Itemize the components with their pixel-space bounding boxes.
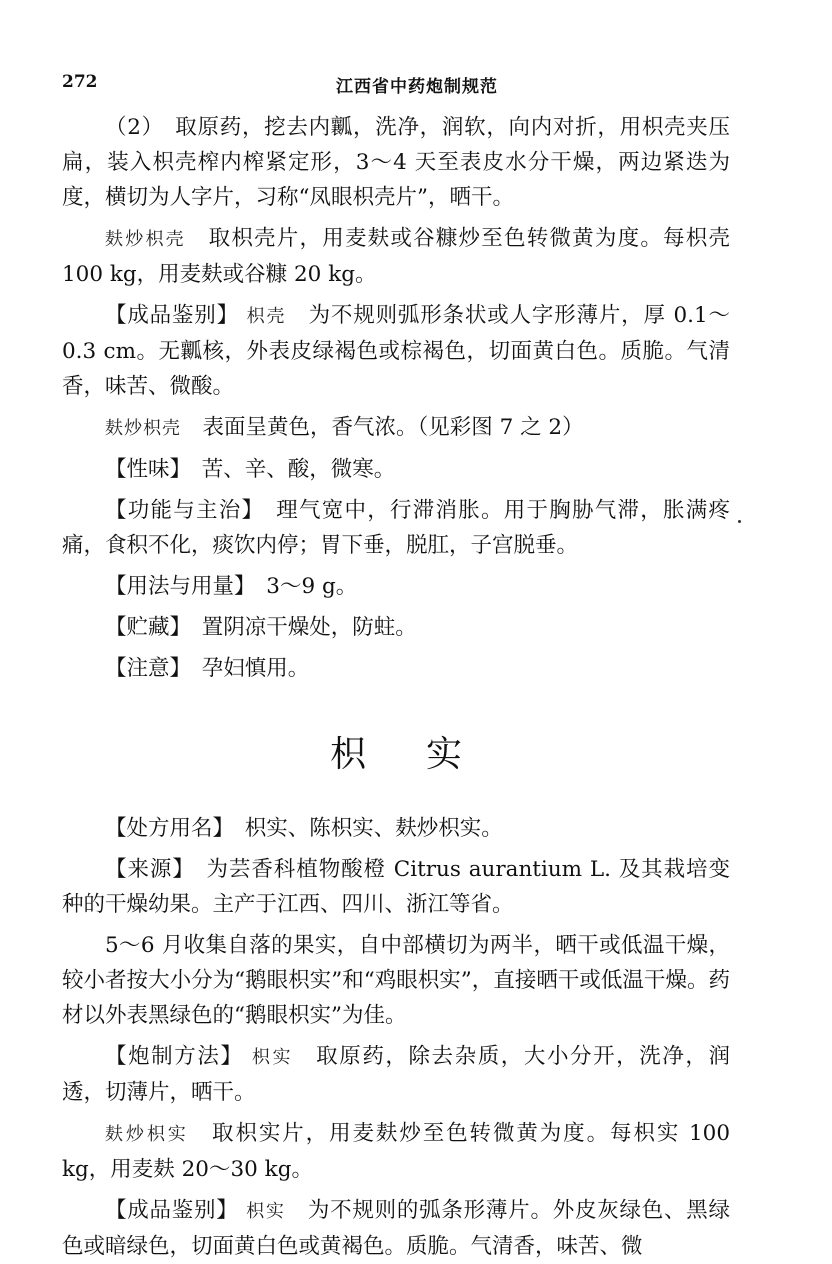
paragraph-sublabel: 枳实 xyxy=(246,1201,286,1222)
paragraph-text: 为芸香科植物酸橙 Citrus aurantium L. 及其栽培变种的干燥幼果。主产于江西、四川、浙江等省。 xyxy=(62,857,730,917)
paragraph-label: 【功能与主治】 xyxy=(105,498,254,523)
paragraph-label: 麸炒枳壳 xyxy=(105,418,181,439)
paragraph xyxy=(62,811,730,846)
paragraph-label: 【成品鉴别】 xyxy=(105,1198,239,1223)
paragraph xyxy=(62,410,730,446)
paragraph-text: 孕妇慎用。 xyxy=(180,656,310,681)
paragraph-text: 苦、辛、酸，微寒。 xyxy=(180,457,396,482)
paragraph xyxy=(62,569,730,604)
paragraph-label: 麸炒枳壳 xyxy=(105,229,186,250)
paragraph xyxy=(62,852,730,922)
section-title: 枳实 xyxy=(329,734,522,775)
paragraph-text: 取原药，除去杂质，大小分开，洗净，润透，切薄片，晒干。 xyxy=(62,1044,730,1105)
paragraph xyxy=(62,610,730,645)
paragraph-text: 枳实、陈枳实、麸炒枳实。 xyxy=(223,816,503,841)
paragraph xyxy=(62,493,730,563)
page-body xyxy=(62,110,730,1264)
paragraph-label: 【注意】 xyxy=(105,656,181,681)
paragraph-label: 【炮制方法】 xyxy=(105,1044,244,1069)
paragraph-label: 【用法与用量】 xyxy=(105,574,245,599)
paragraph xyxy=(62,651,730,686)
paragraph-text: 理气宽中，行滞消胀。用于胸胁气滞，胀满疼痛，食积不化，痰饮内停；胃下垂，脱肛，子宫脱垂。 xyxy=(62,498,730,558)
paragraph-text: 表面呈黄色，香气浓。（见彩图 7 之 2） xyxy=(181,415,584,440)
paragraph-text: 3～9 g。 xyxy=(244,574,358,599)
paragraph-sublabel: 枳实 xyxy=(251,1047,294,1068)
paragraph-label: 【贮藏】 xyxy=(105,615,181,640)
paragraph xyxy=(62,1193,730,1264)
paragraph-text: 置阴凉干燥处，防蛀。 xyxy=(180,615,417,640)
paragraph xyxy=(62,928,730,1033)
paragraph-text: 取枳壳片，用麦麸或谷糠炒至色转微黄为度。每枳壳 100 kg，用麦麸或谷糠 20 kg。 xyxy=(62,226,730,287)
paragraph-text: （2） 取原药，挖去内瓤，洗净，润软，向内对折，用枳壳夹压扁，装入枳壳榨内榨紧定形，3～4 天至表皮水分干燥，两边紧迭为度，横切为人字片，习称“凤眼枳壳片”，晒干。 xyxy=(62,115,730,210)
paragraph xyxy=(62,298,730,404)
paragraph xyxy=(62,452,730,487)
paragraph-text: 为不规则的弧条形薄片。外皮灰绿色、黑绿色或暗绿色，切面黄白色或黄褐色。质脆。气清香，味苦、微 xyxy=(62,1198,730,1259)
paragraph-text: 取枳实片，用麦麸炒至色转微黄为度。每枳实 100 kg，用麦麸 20～30 kg。 xyxy=(62,1121,731,1182)
page-header xyxy=(62,72,772,98)
paragraph-text: 为不规则弧形条状或人字形薄片，厚 0.1～0.3 cm。无瓤核，外表皮绿褐色或棕褐色，切面黄白色。质脆。气清香，味苦、微酸。 xyxy=(62,303,730,399)
paragraph-label: 【来源】 xyxy=(105,857,185,882)
paragraph-sublabel: 枳壳 xyxy=(246,306,287,327)
paragraph-label: 【性味】 xyxy=(105,457,181,482)
paragraph-text: 5～6 月收集自落的果实，自中部横切为两半，晒干或低温干燥，较小者按大小分为“鹅眼枳实”和“鸡眼枳实”，直接晒干或低温干燥。药材以外表黑绿色的“鹅眼枳实”为佳。 xyxy=(62,933,730,1028)
paragraph xyxy=(62,221,730,292)
paragraph-label: 【处方用名】 xyxy=(105,816,224,841)
paragraph xyxy=(62,1116,730,1187)
running-title: 江西省中药炮制规范 xyxy=(336,77,498,97)
scan-speck xyxy=(738,520,741,523)
paragraph-label: 麸炒枳实 xyxy=(105,1124,189,1145)
paragraph xyxy=(62,1039,730,1110)
paragraph xyxy=(62,110,730,215)
page-number: 272 xyxy=(62,72,98,92)
paragraph-label: 【成品鉴别】 xyxy=(105,303,239,328)
